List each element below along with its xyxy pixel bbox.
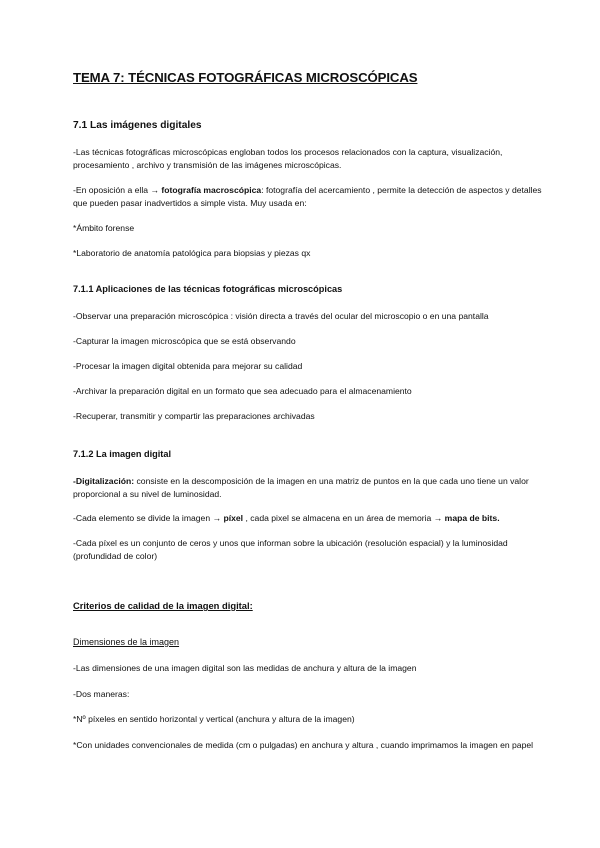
paragraph-text: : fotografía del acercamiento , permite la detección de aspectos y detalles que pueden pasar inadvertidos a simple vista. Muy usada en: bbox=[73, 185, 542, 208]
paragraph-dos-maneras: -Dos maneras: bbox=[73, 689, 130, 699]
paragraph-tecnicas: -Las técnicas fotográficas microscópicas engloban todos los procesos relacionados con la captura, visualización, procesamiento , archivo y transmisión de las imágenes microscópicas. bbox=[73, 147, 503, 170]
section-heading-7-1-1: 7.1.1 Aplicaciones de las técnicas fotográficas microscópicas bbox=[73, 284, 343, 294]
section-heading-7-1: 7.1 Las imágenes digitales bbox=[73, 120, 202, 131]
list-item-pixeles: *Nº píxeles en sentido horizontal y vertical (anchura y altura de la imagen) bbox=[73, 714, 355, 724]
paragraph-dimensiones: -Las dimensiones de una imagen digital son las medidas de anchura y altura de la imagen bbox=[73, 663, 417, 673]
paragraph-digitalizacion bbox=[73, 475, 543, 500]
list-item-unidades: *Con unidades convencionales de medida (cm o pulgadas) en anchura y altura , cuando imprimamos la imagen en papel bbox=[73, 740, 534, 750]
paragraph-text: -Cada elemento se divide la imagen → bbox=[73, 513, 224, 523]
bold-term: -Digitalización: bbox=[73, 476, 135, 486]
paragraph-text: , cada pixel se almacena en un área de memoria → bbox=[243, 513, 445, 523]
paragraph-text: consiste en la descomposición de la imagen en una matriz de puntos en la que cada uno tiene un valor proporcional a su nivel de luminosidad. bbox=[73, 476, 529, 499]
paragraph-pixel bbox=[73, 512, 543, 525]
list-item: -Observar una preparación microscópica : visión directa a través del ocular del microscopio o en una pantalla bbox=[73, 311, 489, 321]
paragraph-macroscopica bbox=[73, 184, 543, 209]
list-item-laboratorio: *Laboratorio de anatomía patológica para biopsias y piezas qx bbox=[73, 248, 311, 258]
criterios-heading: Criterios de calidad de la imagen digital: bbox=[73, 600, 253, 611]
list-item: -Archivar la preparación digital en un formato que sea adecuado para el almacenamiento bbox=[73, 386, 412, 396]
bold-term: mapa de bits. bbox=[444, 513, 500, 523]
bold-term: píxel bbox=[223, 513, 244, 523]
list-item-forense: *Ámbito forense bbox=[73, 223, 135, 233]
list-item: -Capturar la imagen microscópica que se está observando bbox=[73, 336, 296, 346]
list-item: -Recuperar, transmitir y compartir las preparaciones archivadas bbox=[73, 411, 315, 421]
dimensiones-subheading: Dimensiones de la imagen bbox=[73, 637, 180, 647]
paragraph-ceros-unos: -Cada píxel es un conjunto de ceros y unos que informan sobre la ubicación (resolución espacial) y la luminosidad (profundidad de color) bbox=[73, 538, 508, 561]
paragraph-text: -En oposición a ella → bbox=[73, 185, 162, 195]
bold-term: fotografía macroscópica bbox=[161, 185, 262, 195]
list-item: -Procesar la imagen digital obtenida para mejorar su calidad bbox=[73, 361, 303, 371]
section-heading-7-1-2: 7.1.2 La imagen digital bbox=[73, 449, 172, 459]
document-title: TEMA 7: TÉCNICAS FOTOGRÁFICAS MICROSCÓPICAS bbox=[73, 70, 418, 85]
